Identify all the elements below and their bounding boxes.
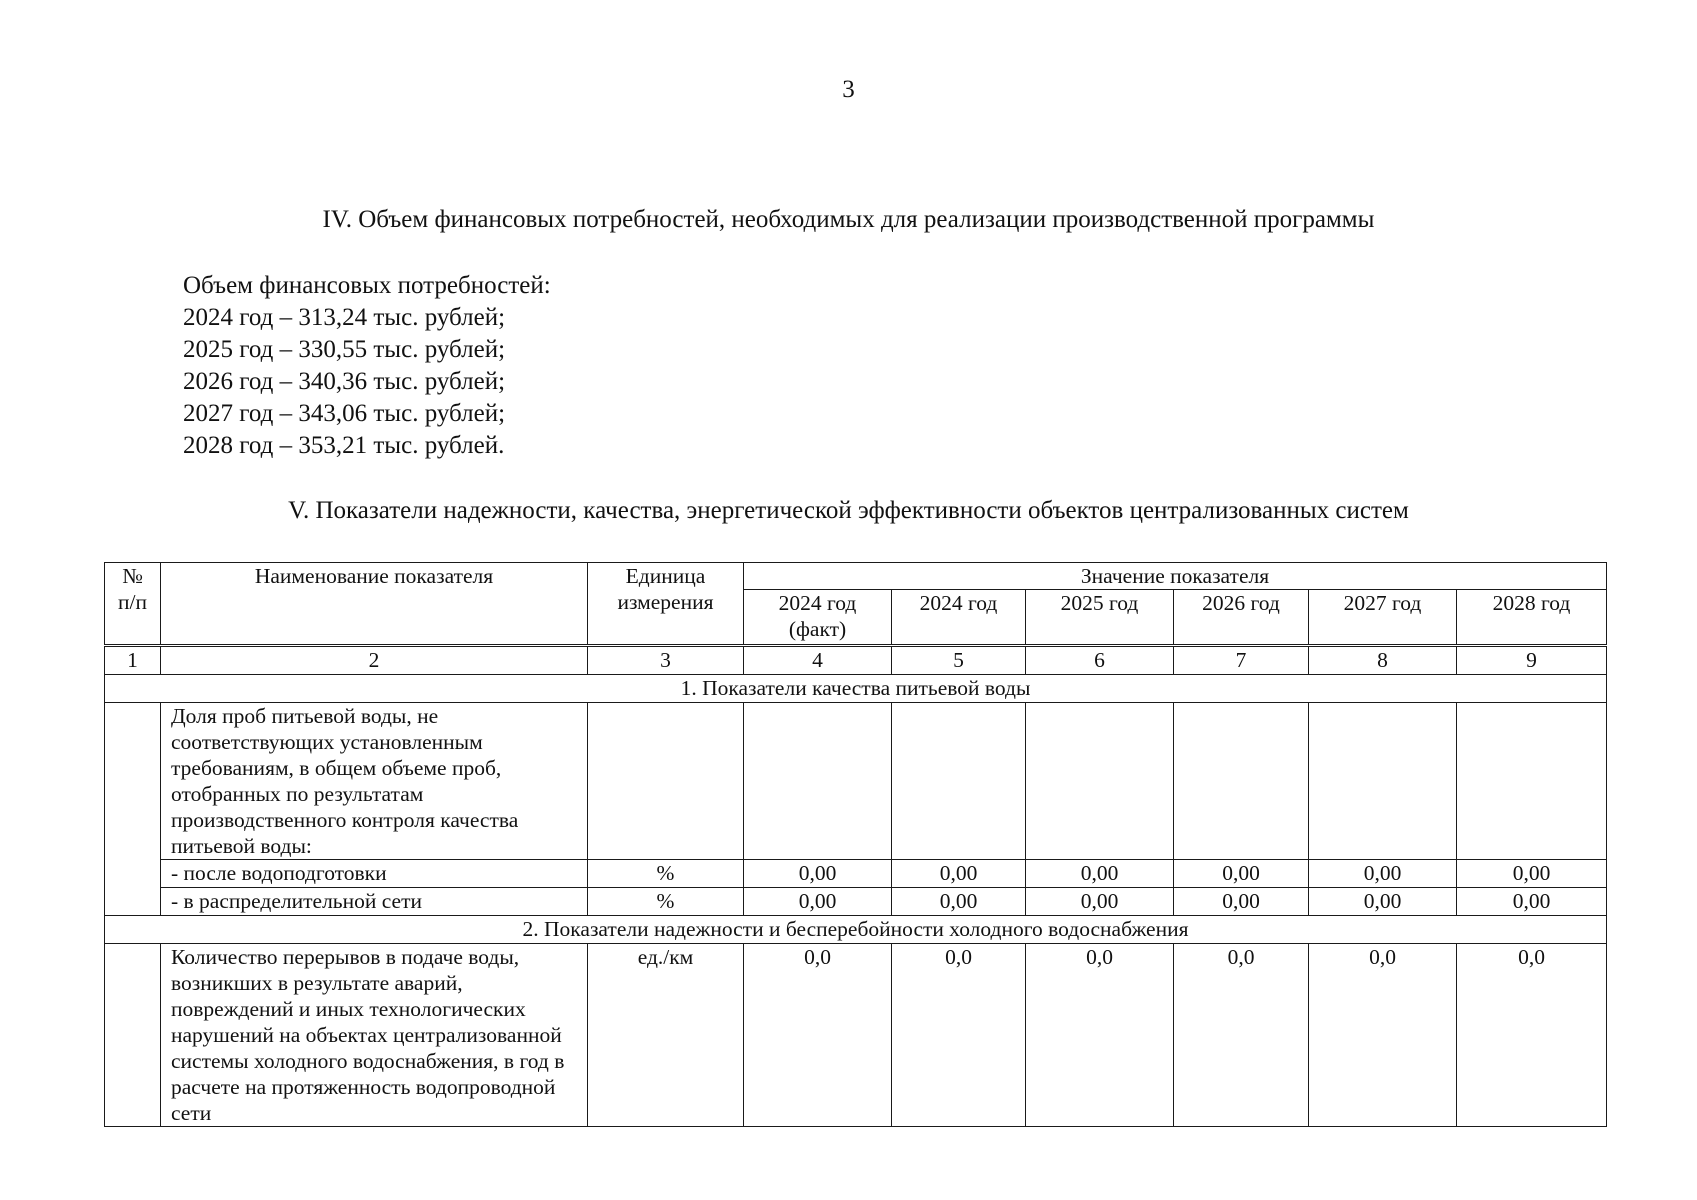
value-cell [1174, 703, 1309, 860]
value-cell [1457, 703, 1607, 860]
value-cell: 0,00 [1309, 860, 1457, 888]
table-row [105, 944, 1607, 1127]
unit-cell: % [588, 860, 744, 888]
value-cell: 0,00 [1174, 888, 1309, 916]
header-unit: Единица измерения [588, 563, 744, 646]
value-cell [892, 703, 1026, 860]
value-cell: 0,0 [892, 944, 1026, 1127]
indicators-table [104, 562, 1607, 1127]
financial-needs-line: 2024 год – 313,24 тыс. рублей; [183, 304, 506, 331]
unit-cell: % [588, 888, 744, 916]
page-number: 3 [842, 76, 855, 103]
column-index: 6 [1026, 646, 1174, 675]
indicator-name: Количество перерывов в подаче воды, возникших в результате аварий, повреждений и иных технологических нарушений на объектах централизованной системы холодного водоснабжения, в год в расчете на протяженность водопроводной сети [161, 944, 588, 1127]
section-iv-title: IV. Объем финансовых потребностей, необходимых для реализации производственной программы [322, 206, 1375, 233]
value-cell: 0,0 [1457, 944, 1607, 1127]
value-cell: 0,0 [1174, 944, 1309, 1127]
section-row [105, 675, 1607, 703]
header-year: 2024 год (факт) [744, 590, 892, 646]
column-index: 7 [1174, 646, 1309, 675]
header-name: Наименование показателя [161, 563, 588, 646]
value-cell: 0,00 [1026, 888, 1174, 916]
financial-needs-intro: Объем финансовых потребностей: [183, 272, 551, 299]
indicator-name: - после водоподготовки [161, 860, 588, 888]
value-cell: 0,0 [1309, 944, 1457, 1127]
value-cell: 0,0 [744, 944, 892, 1127]
header-num: № п/п [105, 563, 161, 646]
header-year: 2026 год [1174, 590, 1309, 646]
indicator-intro: Доля проб питьевой воды, не соответствующих установленным требованиям, в общем объеме проб, отобранных по результатам производственного контроля качества питьевой воды: [161, 703, 588, 860]
column-index: 9 [1457, 646, 1607, 675]
column-index: 4 [744, 646, 892, 675]
indicator-name: - в распределительной сети [161, 888, 588, 916]
header-row [105, 563, 1607, 590]
value-cell: 0,00 [892, 860, 1026, 888]
unit-cell [588, 703, 744, 860]
header-year: 2027 год [1309, 590, 1457, 646]
value-cell: 0,00 [892, 888, 1026, 916]
header-year: 2024 год [892, 590, 1026, 646]
value-cell [744, 703, 892, 860]
header-value-group: Значение показателя [744, 563, 1607, 590]
value-cell [1026, 703, 1174, 860]
value-cell: 0,00 [744, 860, 892, 888]
section-title: 2. Показатели надежности и бесперебойности холодного водоснабжения [105, 916, 1607, 944]
column-index: 2 [161, 646, 588, 675]
financial-needs-block [183, 270, 551, 462]
value-cell: 0,0 [1026, 944, 1174, 1127]
column-index: 1 [105, 646, 161, 675]
column-index: 5 [892, 646, 1026, 675]
value-cell: 0,00 [1026, 860, 1174, 888]
value-cell: 0,00 [744, 888, 892, 916]
section-v-title: V. Показатели надежности, качества, энергетической эффективности объектов централизованных систем [288, 497, 1409, 524]
value-cell: 0,00 [1174, 860, 1309, 888]
header-year: 2028 год [1457, 590, 1607, 646]
unit-cell: ед./км [588, 944, 744, 1127]
financial-needs-line: 2027 год – 343,06 тыс. рублей; [183, 400, 506, 427]
section-title: 1. Показатели качества питьевой воды [105, 675, 1607, 703]
row-num [105, 944, 161, 1127]
header-year: 2025 год [1026, 590, 1174, 646]
value-cell: 0,00 [1457, 860, 1607, 888]
row-num [105, 703, 161, 916]
column-index-row [105, 646, 1607, 675]
value-cell: 0,00 [1457, 888, 1607, 916]
value-cell: 0,00 [1309, 888, 1457, 916]
table-row [105, 703, 1607, 860]
column-index: 8 [1309, 646, 1457, 675]
financial-needs-line: 2025 год – 330,55 тыс. рублей; [183, 336, 506, 363]
financial-needs-line: 2028 год – 353,21 тыс. рублей. [183, 432, 505, 459]
column-index: 3 [588, 646, 744, 675]
financial-needs-line: 2026 год – 340,36 тыс. рублей; [183, 368, 506, 395]
value-cell [1309, 703, 1457, 860]
section-row [105, 916, 1607, 944]
table-row [105, 860, 1607, 888]
table-row [105, 888, 1607, 916]
